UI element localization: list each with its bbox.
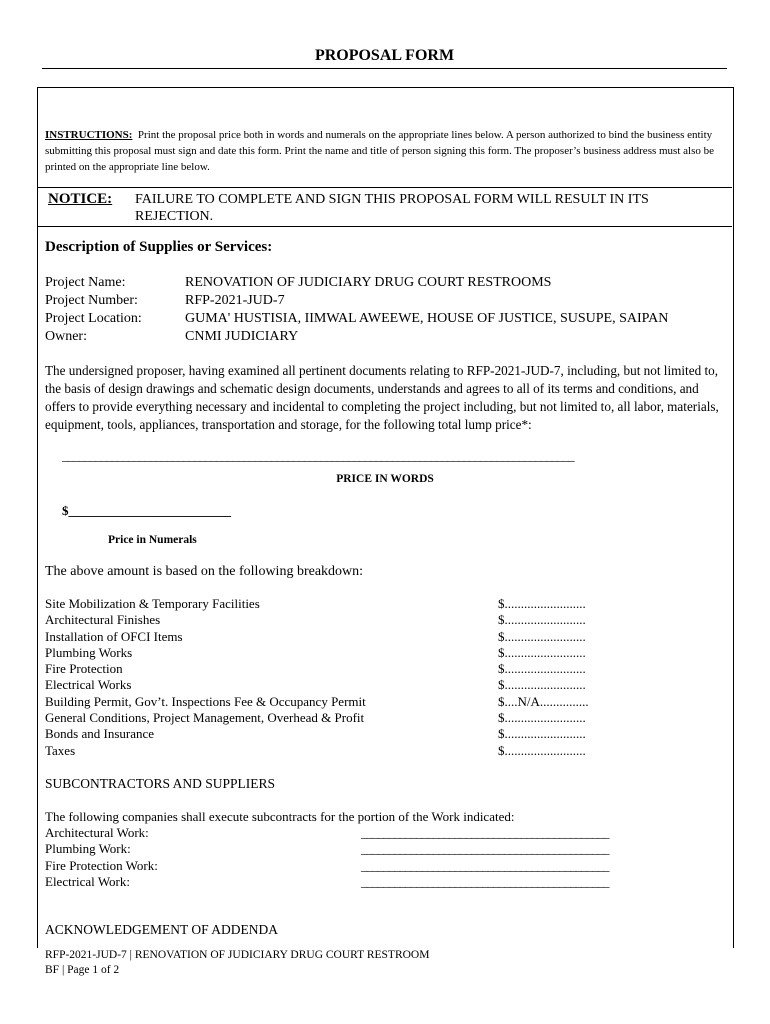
notice-label: NOTICE:: [48, 191, 113, 207]
subcontractor-row: [45, 858, 685, 874]
project-key: Project Location:: [45, 311, 142, 326]
subcontractor-field[interactable]: _____________________________________________: [361, 825, 609, 840]
description-heading: Description of Supplies or Services:: [45, 239, 273, 255]
breakdown-row: [45, 726, 645, 742]
subcontractor-row: [45, 874, 685, 890]
breakdown-row: [45, 596, 645, 612]
breakdown-row: [45, 743, 645, 759]
price-numerals-field[interactable]: $_________________________: [62, 503, 231, 518]
project-row-name: [45, 274, 735, 292]
project-value: RENOVATION OF JUDICIARY DRUG COURT RESTROOMS: [185, 275, 552, 290]
subcontractors-heading: SUBCONTRACTORS AND SUPPLIERS: [45, 776, 276, 791]
breakdown-label: Electrical Works: [45, 677, 132, 693]
breakdown-amount-field[interactable]: $.........................: [498, 612, 586, 628]
footer-project-line: RFP-2021-JUD-7 | RENOVATION OF JUDICIARY DRUG COURT RESTROOM: [45, 949, 430, 961]
page-title: PROPOSAL FORM: [314, 47, 455, 64]
page-footer: [45, 948, 429, 978]
breakdown-amount-field[interactable]: $.........................: [498, 596, 586, 611]
instructions-label: INSTRUCTIONS:: [45, 129, 133, 141]
subcontractor-row: [45, 825, 685, 841]
breakdown-amount-field[interactable]: $.........................: [498, 628, 586, 644]
breakdown-label: Installation of OFCI Items: [45, 628, 183, 644]
subcontractor-field[interactable]: _____________________________________________: [361, 873, 609, 889]
project-key: Owner:: [45, 329, 87, 344]
project-details: [45, 274, 735, 346]
project-value: CNMI JUDICIARY: [185, 329, 299, 344]
breakdown-row: [45, 710, 645, 726]
price-numerals-label: Price in Numerals: [108, 534, 197, 546]
project-value: GUMA' HUSTISIA, IIMWAL AWEEWE, HOUSE OF JUSTICE, SUSUPE, SAIPAN: [185, 311, 669, 326]
breakdown-row: [45, 677, 645, 693]
instructions-block: [45, 127, 723, 175]
breakdown-label: Bonds and Insurance: [45, 726, 155, 742]
project-key: Project Name:: [45, 275, 126, 290]
breakdown-row: [45, 694, 645, 710]
price-words-field[interactable]: _____________________________________________________________________________________________: [62, 448, 574, 463]
breakdown-amount-field[interactable]: $.........................: [498, 710, 586, 726]
breakdown-label: Plumbing Works: [45, 644, 133, 660]
footer-page-number: BF | Page 1 of 2: [45, 964, 120, 976]
subcontractors-intro: The following companies shall execute subcontracts for the portion of the Work indicated:: [45, 809, 515, 824]
breakdown-amount-field[interactable]: $.........................: [498, 661, 586, 677]
notice-text: FAILURE TO COMPLETE AND SIGN THIS PROPOSAL FORM WILL RESULT IN ITS REJECTION.: [135, 192, 649, 224]
breakdown-row: [45, 661, 645, 677]
addenda-heading: ACKNOWLEDGEMENT OF ADDENDA: [45, 922, 278, 937]
project-row-location: [45, 310, 735, 328]
breakdown-intro: The above amount is based on the following breakdown:: [45, 564, 364, 579]
subcontractor-label: Architectural Work:: [45, 825, 149, 840]
breakdown-label: Architectural Finishes: [45, 612, 161, 628]
project-row-owner: [45, 328, 735, 346]
subcontractor-label: Plumbing Work:: [45, 841, 131, 857]
breakdown-list: [45, 596, 645, 759]
subcontractor-label: Electrical Work:: [45, 873, 130, 889]
subcontractor-field[interactable]: _____________________________________________: [361, 841, 609, 857]
subcontractors-list: [45, 825, 685, 890]
subcontractor-field[interactable]: _____________________________________________: [361, 857, 609, 873]
project-key: Project Number:: [45, 293, 138, 308]
breakdown-label: Site Mobilization & Temporary Facilities: [45, 596, 260, 611]
breakdown-amount-field[interactable]: $.........................: [498, 677, 586, 693]
project-row-number: [45, 292, 735, 310]
title-divider: [42, 68, 727, 69]
subcontractor-label: Fire Protection Work:: [45, 857, 158, 873]
project-value: RFP-2021-JUD-7: [185, 293, 285, 308]
breakdown-row: [45, 645, 645, 661]
breakdown-label: General Conditions, Project Management, Overhead & Profit: [45, 710, 365, 726]
breakdown-label: Fire Protection: [45, 661, 123, 677]
breakdown-amount-field[interactable]: $.........................: [498, 726, 586, 742]
breakdown-label: Building Permit, Gov’t. Inspections Fee & Occupancy Permit: [45, 693, 366, 709]
subcontractor-row: [45, 841, 685, 857]
proposal-paragraph: The undersigned proposer, having examined all pertinent documents relating to RFP-2021-JUD-7, including, but not limited to, the basis of design drawings and schematic design documents, understands and agrees to all of its terms and conditions, and offers to provide everything necessary and incidental to completing the project including, but not limited to, all labor, materials, equipment, tools, appliances, transportation and storage, for the following total lump price*:: [45, 363, 719, 432]
breakdown-row: [45, 612, 645, 628]
breakdown-amount-field[interactable]: $.........................: [498, 644, 586, 660]
instructions-text: Print the proposal price both in words and numerals on the appropriate lines below. A person authorized to bind the business entity submitting this proposal must sign and date this form. Print the name and title of person signing this form. The proposer’s business address must also be printed on the appropriate line below.: [45, 129, 714, 173]
price-words-label: PRICE IN WORDS: [336, 473, 434, 485]
breakdown-amount-field[interactable]: $.........................: [498, 742, 586, 758]
breakdown-row: [45, 629, 645, 645]
breakdown-label: Taxes: [45, 742, 76, 758]
breakdown-amount-field[interactable]: $....N/A...............: [498, 693, 589, 709]
